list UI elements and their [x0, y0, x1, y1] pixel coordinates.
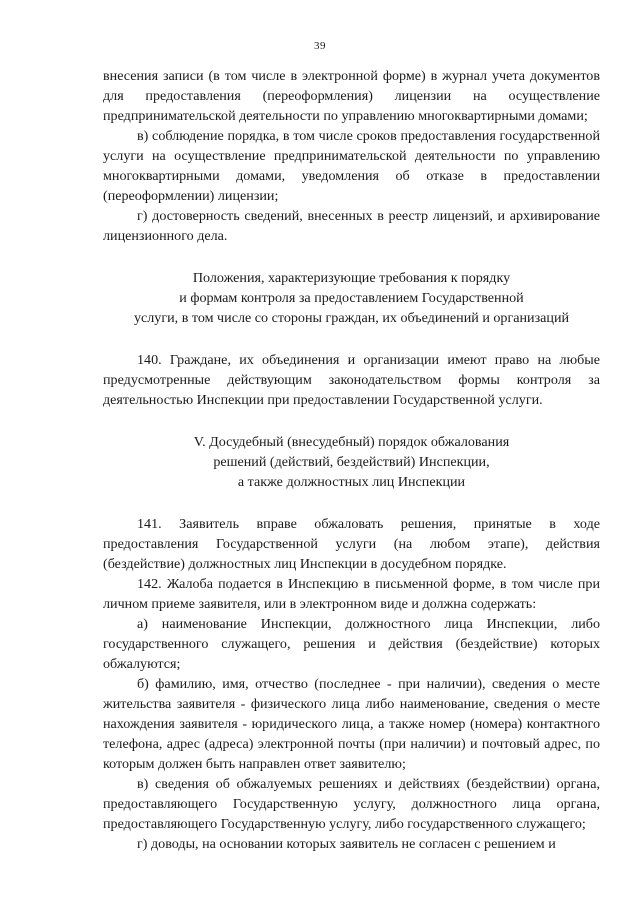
heading-line: V. Досудебный (внесудебный) порядок обжалования	[193, 434, 510, 450]
paragraph-140: 140. Граждане, их объединения и организации имеют право на любые предусмотренные действующим законодательством формы контроля за деятельностью Инспекции при предоставлении Государственной услуги.	[103, 352, 600, 408]
page-number: 39	[314, 40, 326, 52]
paragraph-142: 142. Жалоба подается в Инспекцию в письменной форме, в том числе при личном приеме заявителя, или в электронном виде и должна содержать:	[103, 576, 600, 612]
paragraph-item-a: а) наименование Инспекции, должностного лица Инспекции, либо государственного служащего, решения и действия (бездействие) которых обжалуются;	[103, 616, 600, 672]
section-heading-control	[103, 268, 600, 328]
heading-line: и формам контроля за предоставлением Государственной	[179, 290, 524, 306]
section-heading-v	[103, 432, 600, 492]
heading-line: решений (действий, бездействий) Инспекции,	[213, 454, 490, 470]
heading-line: Положения, характеризующие требования к порядку	[192, 270, 511, 286]
paragraph-continuation: внесения записи (в том числе в электронной форме) в журнал учета документов для предоставления (переоформления) лицензии на осуществление предпринимательской деятельности по управлению многоквартирными домами;	[103, 68, 600, 124]
paragraph-item-b: б) фамилию, имя, отчество (последнее - при наличии), сведения о месте жительства заявителя - физического лица либо наименование, сведения о месте нахождения заявителя - юридического лица, а также номер (номера) контактного телефона, адрес (адреса) электронной почты (при наличии) и почтовый адрес, по которым должен быть направлен ответ заявителю;	[103, 676, 600, 772]
paragraph-141: 141. Заявитель вправе обжаловать решения, принятые в ходе предоставления Государственной услуги (на любом этапе), действия (бездействие) должностных лиц Инспекции в досудебном порядке.	[103, 516, 600, 572]
paragraph-item-g2: г) доводы, на основании которых заявитель не согласен с решением и	[137, 836, 556, 852]
heading-line: а также должностных лиц Инспекции	[237, 474, 466, 490]
paragraph-item-g: г) достоверность сведений, внесенных в реестр лицензий, и архивирование лицензионного дела.	[103, 208, 600, 244]
heading-line: услуги, в том числе со стороны граждан, их объединений и организаций	[133, 310, 570, 326]
paragraph-item-v2: в) сведения об обжалуемых решениях и действиях (бездействии) органа, предоставляющего Государственную услугу, должностного лица органа, предоставляющего Государственную услугу, либо государственного служащего;	[103, 776, 600, 832]
paragraph-item-v: в) соблюдение порядка, в том числе сроков предоставления государственной услуги на осуществление предпринимательской деятельности по управлению многоквартирными домами, уведомления об отказе в предоставлении (переоформлении) лицензии;	[103, 128, 600, 204]
document-body	[103, 66, 600, 854]
